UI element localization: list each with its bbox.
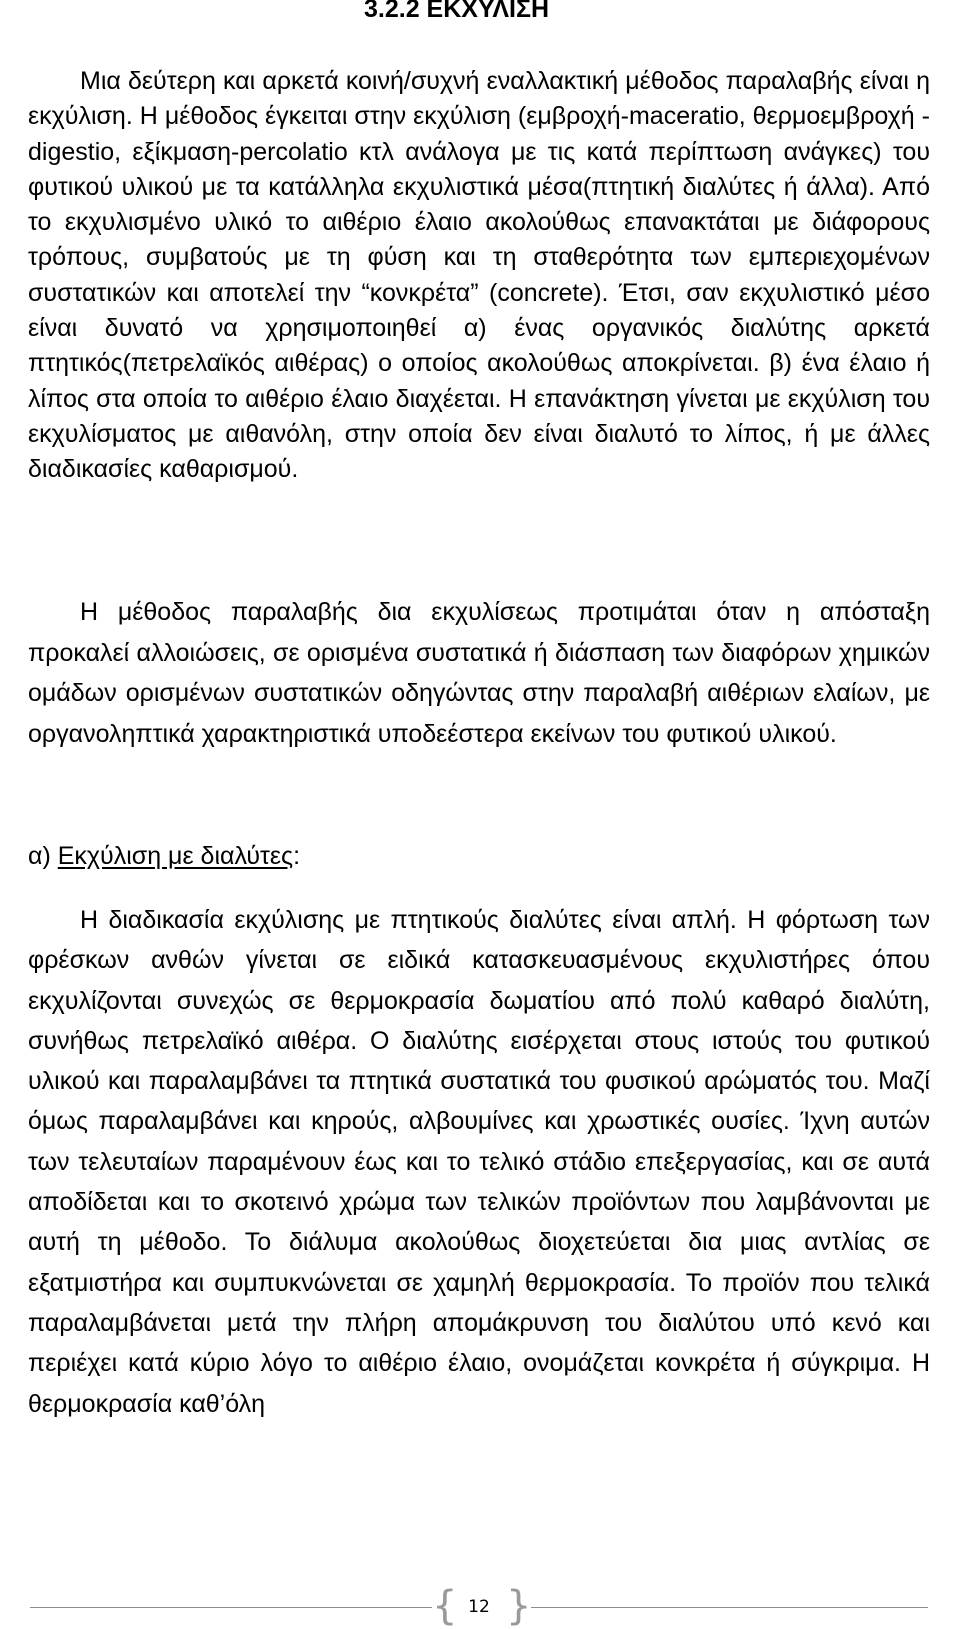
paragraph-extraction-preference: Η μέθοδος παραλαβής δια εκχυλίσεως προτιμάται όταν η απόσταξη προκαλεί αλλοιώσεις, σε ορισμένα συστατικά ή διάσπαση των διαφόρων χημικών ομάδων ορισμένων συστατικών οδηγώντας στην παραλαβή αιθέριων ελαίων, με οργανοληπτικά χαρακτηριστικά υποδεέστερα εκείνων του φυτικού υλικού. <box>28 598 930 748</box>
right-brace-ornament: } <box>506 1583 532 1629</box>
paragraph-extraction-intro: Μια δεύτερη και αρκετά κοινή/συχνή εναλλακτική μέθοδος παραλαβής είναι η εκχύλιση. Η μέθοδος έγκειται στην εκχύλιση (εμβροχή-maceratio, θερμοεμβροχή - digestio, εξίκμαση-percolatio κτλ ανάλογα με τις κατά περίπτωση ανάγκες) του φυτικού υλικού με τα κατάλληλα εκχυλιστικά μέσα(πτητική διαλύτες ή άλλα). Από το εκχυλισμένο υλικό το αιθέριο έλαιο ακολούθως επανακτάται με διάφορους τρόπους, συμβατούς με τη φύση και τη σταθερότητα των εμπεριεχομένων συστατικών και αποτελεί την “κονκρέτα” (concrete). Έτσι, σαν εκχυλιστικό μέσο είναι δυνατό να χρησιμοποιηθεί α) ένας οργανικός διαλύτης αρκετά πτητικός(πετρελαϊκός αιθέρας) ο οποίος ακολούθως αποκρίνεται. β) ένα έλαιο ή λίπος στα οποία το αιθέριο έλαιο διαχέεται. Η επανάκτηση γίνεται με εκχύλιση του εκχυλίσματος με αιθανόλη, στην οποία δεν είναι διαλυτό το λίπος, ή με άλλες διαδικασίες καθαρισμού. <box>28 67 930 484</box>
footer-rule-right <box>522 1607 928 1608</box>
footer-rule-left <box>30 1607 432 1608</box>
page-number: 12 <box>468 1597 490 1617</box>
page-footer <box>0 1583 960 1629</box>
left-brace-ornament: { <box>432 1583 458 1629</box>
subsection-suffix: : <box>293 842 301 870</box>
subsection-prefix: α) <box>28 842 58 870</box>
paragraph-solvent-extraction: Η διαδικασία εκχύλισης με πτητικούς διαλύτες είναι απλή. Η φόρτωση των φρέσκων ανθών γίνεται σε ειδικά κατασκευασμένους εκχυλιστήρες όπου εκχυλίζονται συνεχώς σε θερμοκρασία δωματίου από πολύ καθαρό διαλύτη, συνήθως πετρελαϊκό αιθέρα. Ο διαλύτης εισέρχεται στους ιστούς του φυτικού υλικού και παραλαμβάνει τα πτητικά συστατικά του φυσικού αρώματός του. Μαζί όμως παραλαμβάνει και κηρούς, αλβουμίνες και χρωστικές ουσίες. Ίχνη αυτών των τελευταίων παραμένουν έως και το τελικό στάδιο επεξεργασίας, και σε αυτά αποδίδεται και το σκοτεινό χρώμα των τελικών προϊόντων που λαμβάνονται με αυτή τη μέθοδο. Το διάλυμα ακολούθως διοχετεύεται δια μιας αντλίας σε εξατμιστήρα και συμπυκνώνεται σε χαμηλή θερμοκρασία. Το προϊόν που τελικά παραλαμβάνεται μετά την πλήρη απομάκρυνση του διαλύτου υπό κενό και περιέχει κατά κύριο λόγο το αιθέριο έλαιο, ονομάζεται κονκρέτα ή σύγκριμα. Η θερμοκρασία καθ’όλη <box>28 906 930 1418</box>
subsection-heading <box>28 840 300 872</box>
subsection-title: Εκχύλιση με διαλύτες <box>57 842 294 870</box>
section-heading: 3.2.2 ΕΚΧΥΛΙΣΗ <box>364 0 550 23</box>
